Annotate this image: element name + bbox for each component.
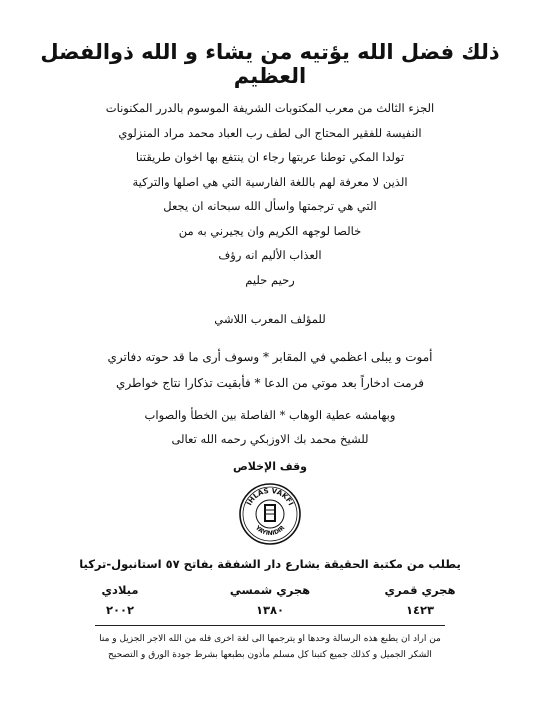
date-column <box>210 580 330 620</box>
publisher-line: يطلب من مكتبة الحقيقة بشارع دار الشفقة بفاتح ٥٧ استانبول-تركيا <box>79 557 461 571</box>
seal-bottom-text: YAYINIDIR <box>253 524 287 538</box>
intro-line: العذاب الأليم انه رؤف <box>218 248 322 262</box>
margin-note-line: وبهامشه عطية الوهاب * الفاصلة بين الخطأ والصواب <box>144 408 396 422</box>
date-value: ١٤٢٣ <box>405 603 435 617</box>
waqf-label: وقف الإخلاص <box>232 460 307 473</box>
notice-line: الشكر الجميل و كذلك جميع كتبنا كل مسلم مأذون بطبعها بشرط جودة الورق و التصحيح <box>108 650 432 660</box>
intro-line: رحيم حليم <box>245 272 295 287</box>
seal-top-text: İHLAS VAKFI <box>245 486 295 507</box>
author-line: للمؤلف المعرب اللاشي <box>214 312 326 326</box>
date-value: ١٣٨٠ <box>255 603 285 617</box>
date-label: هجري قمري <box>384 583 456 597</box>
date-label: ميلادي <box>101 583 139 597</box>
copyright-notice <box>12 631 528 663</box>
intro-line: التي هي ترجمتها واسأل الله سبحانه ان يجعل <box>163 199 377 213</box>
poem-verses <box>30 344 510 396</box>
date-value: ٢٠٠٢ <box>105 603 135 617</box>
notice-line: من اراد ان يطبع هذه الرسالة وحدها او يترجمها الى لغة اخرى فله من الله الاجر الجزيل و منا <box>99 634 441 644</box>
intro-line: الجزء الثالث من معرب المكتوبات الشريفة الموسوم بالدرر المكنونات <box>105 101 435 115</box>
divider <box>95 625 445 626</box>
intro-line: تولدا المكي توطنا عربتها رجاء ان ينتفع بها اخوان طريقتنا <box>135 150 405 164</box>
date-label: هجري شمسي <box>229 583 311 597</box>
intro-line: خالصا لوجهه الكريم وان يجيرني به من <box>178 223 362 238</box>
date-column <box>360 580 480 620</box>
page-title: ذلك فضل الله يؤتيه من يشاء و الله ذوالفضل العظيم <box>40 40 500 88</box>
intro-paragraph <box>30 96 510 292</box>
margin-note-line: للشيخ محمد بك الاوزبكي رحمه الله تعالى <box>171 432 369 446</box>
margin-note <box>40 403 500 451</box>
intro-line: النفيسة للفقير المحتاج الى لطف رب العباد محمد مراد المنزلوي <box>118 125 422 140</box>
poem-verse: أموت و يبلى اعظمي في المقابر * وسوف أرى ما قد حوته دفاتري <box>107 350 433 364</box>
ihlas-vakfi-seal-icon <box>238 482 302 546</box>
svg-text:YAYINIDIR <box>253 524 286 537</box>
poem-verse: فرمت ادخاراً بعد موتي من الدعا * فأبقيت تذكارا نتاج خواطري <box>116 376 424 390</box>
intro-line: الذين لا معرفة لهم باللغة الفارسية التي هي اصلها والتركية <box>132 174 408 189</box>
date-table <box>60 580 480 620</box>
date-column <box>60 580 180 620</box>
